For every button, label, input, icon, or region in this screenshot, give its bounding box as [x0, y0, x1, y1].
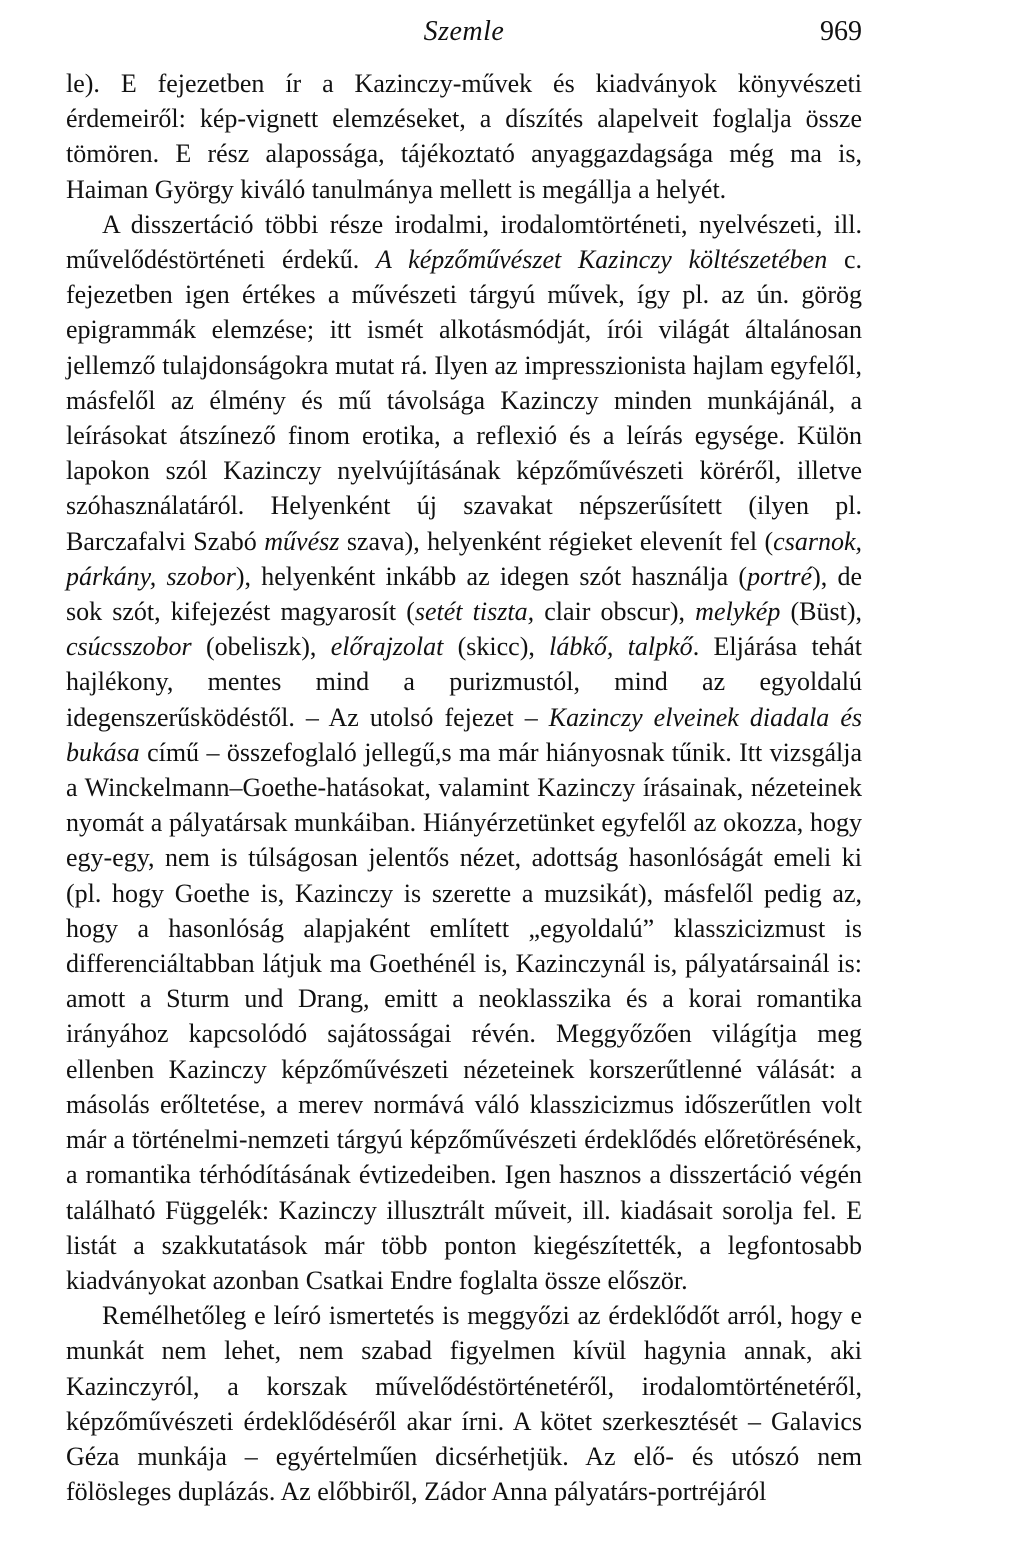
running-title: Szemle: [423, 16, 505, 47]
italic-text: melykép: [695, 597, 781, 627]
paragraph-3: [66, 1298, 862, 1509]
italic-text: előrajzolat: [330, 632, 444, 662]
text-run: szava), helyenként régieket elevenít fel (: [339, 526, 774, 556]
text-run: ), de sok szót, kifejezést magyarosít (: [66, 561, 863, 627]
italic-text: csúcsszobor: [66, 632, 192, 662]
text-run: A disszertáció többi része irodalmi, irodalomtörténeti, nyelvészeti, ill. művelődéstörténeti érdekű.: [66, 209, 862, 275]
page-number: 969: [820, 16, 862, 47]
running-head: [66, 16, 862, 56]
paragraph-2: [66, 207, 862, 1298]
text-run: (Büst),: [780, 597, 862, 627]
italic-text: portré: [747, 561, 813, 591]
text-run: c. fejezetben igen értékes a művészeti tárgyú művek, így pl. az ún. görög epigrammák elemzése; itt ismét alkotásmódját, írói világát általánosan jellemző tulajdonságokra mutat rá. Ilyen az impresszionista hajlam egyfelől, másfelől az élmény és mű távolsága Kazinczy minden munkájánál, a leírásokat átszínező finom erotika, a reflexió és a leírás egysége. Külön lapokon szól Kazinczy nyelvújításának képzőművészeti köréről, illetve szóhasználatáról. Helyenként új szavakat népszerűsített (ilyen pl. Barczafalvi Szabó: [66, 245, 862, 556]
italic-text: művész: [264, 526, 340, 556]
italic-text: A képzőművészet Kazinczy költészetében: [376, 245, 828, 275]
italic-text: setét tiszta,: [414, 597, 535, 627]
paragraph-1: [66, 66, 862, 207]
text-run: Remélhetőleg e leíró ismertetés is meggyőzi az érdeklődőt arról, hogy e munkát nem lehet, nem szabad figyelmen kívül hagynia annak, aki Kazinczyról, a korszak művelődéstörténetéről, irodalomtörténetéről, képzőművészeti érdeklődéséről akar írni. A kötet szerkesztését – Galavics Géza munkája – egyértelműen dicsérhetjük. Az elő- és utószó nem fölösleges duplázás. Az előbbiről, Zádor Anna pályatárs-portréjáról: [66, 1301, 862, 1507]
text-run: ), helyenként inkább az idegen szót használja (: [235, 561, 748, 591]
text-run: című – összefoglaló jellegű,s ma már hiányosnak tűnik. Itt vizsgálja a Winckelmann–Goethe-hatásokat, valamint Kazinczy írásainak, nézeteinek nyomát a pályatársak munkáiban. Hiányérzetünket egyfelől az okozza, hogy egy-egy, nem is túlságosan jelentős nézet, adottság hasonlóságát emeli ki (pl. hogy Goethe is, Kazinczy is szerette a muzsikát), másfelől pedig az, hogy a hasonlóság alapjaként említett „egyoldalú” klasszicizmust is differenciáltabban látjuk ma Goethénél is, Kazinczynál is, pályatársainál is: amott a Sturm und Drang, emitt a neoklasszika és a korai romantika irányához kapcsolódó sajátosságai révén. Meggyőzően világítja meg ellenben Kazinczy képzőművészeti nézeteinek korszerűtlenné válását: a másolás erőltetése, a merev normává váló klasszicizmus időszerűtlen volt már a történelmi-nemzeti tárgyú képzőművészeti érdeklődés előretörésének, a romantika térhódításának évtizedeiben. Igen hasznos a disszertáció végén található Függelék: Kazinczy illusztrált műveit, ill. kiadásait sorolja fel. E listát a szakkutatások már több ponton kiegészítették, a legfontosabb kiadványokat azonban Csatkai Endre foglalta össze először.: [66, 737, 862, 1295]
italic-text: csarnok, párkány, szobor: [66, 526, 862, 591]
text-run: le). E fejezetben ír a Kazinczy-művek és kiadványok könyvészeti érdemeiről: kép-vignett elemzéseket, a díszítés alapelveit foglalja össze tömören. E rész alapossága, tájékoztató anyaggazdagsága még ma is, Haiman György kiváló tanulmánya mellett is megállja a helyét.: [66, 69, 862, 204]
text-run: (skicc),: [443, 632, 550, 662]
italic-text: Kazinczy elveinek diadala és bukása: [66, 702, 862, 767]
body-text: [66, 66, 862, 1509]
text-run: (obeliszk),: [191, 632, 331, 662]
text-run: . Eljárása tehát hajlékony, mentes mind a purizmustól, mind az egyoldalú idegenszerűsködéstől. – Az utolsó fejezet –: [66, 632, 862, 732]
text-run: clair obscur),: [534, 597, 696, 627]
italic-text: lábkő, talpkő: [549, 632, 693, 662]
